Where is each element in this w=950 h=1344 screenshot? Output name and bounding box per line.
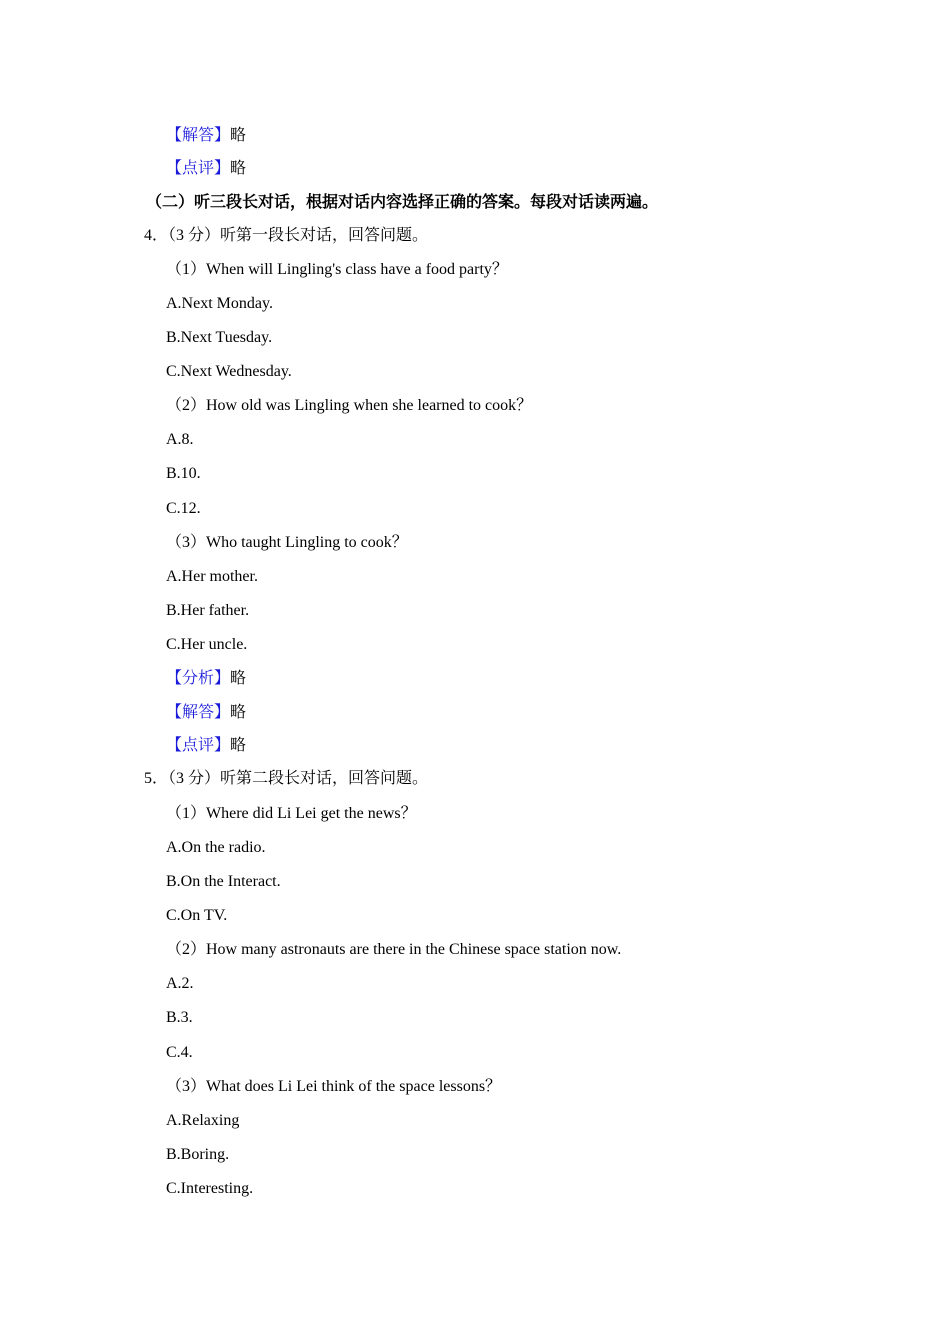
q4-sub-3-option-a: A.Her mother. — [166, 568, 258, 585]
comment-tag: 【点评】 — [166, 160, 231, 177]
q4-sub-1-option-a: A.Next Monday. — [166, 295, 273, 312]
comment-tag: 【点评】 — [166, 737, 231, 754]
q5-sub-2-option-b: B.3. — [166, 1009, 193, 1026]
q5-sub-1-option-b: B.On the Interact. — [166, 873, 281, 890]
q5-sub-3: （3）What does Li Lei think of the space lessons？ — [166, 1078, 502, 1095]
q5-sub-3-option-c: C.Interesting. — [166, 1180, 254, 1197]
comment-note — [166, 159, 246, 179]
question-number: 4． — [144, 227, 169, 244]
q5-sub-2-option-c: C.4. — [166, 1044, 193, 1061]
q5-sub-3-option-a: A.Relaxing — [166, 1112, 240, 1129]
q5-sub-1-option-a: A.On the radio. — [166, 839, 266, 856]
q5-sub-3-option-b: B.Boring. — [166, 1146, 230, 1163]
q5-sub-2: （2）How many astronauts are there in the Chinese space station now. — [166, 941, 622, 958]
q4-sub-3-option-c: C.Her uncle. — [166, 636, 248, 653]
q4-sub-3: （3）Who taught Lingling to cook？ — [166, 534, 408, 551]
question-text: （3 分）听第二段长对话，回答问题。 — [168, 770, 429, 787]
q4-sub-2-option-b: B.10. — [166, 465, 201, 482]
answer-text: 略 — [230, 127, 247, 144]
section-heading: （二）听三段长对话，根据对话内容选择正确的答案。每段对话读两遍。 — [146, 194, 659, 211]
analysis-text: 略 — [230, 670, 247, 687]
question-number: 5． — [144, 770, 169, 787]
q4-sub-1-option-b: B.Next Tuesday. — [166, 329, 273, 346]
q4-sub-3-option-b: B.Her father. — [166, 602, 250, 619]
answer-tag: 【解答】 — [166, 704, 231, 721]
comment-text: 略 — [230, 737, 247, 754]
question-5-stem — [144, 769, 428, 789]
q4-answer-note — [166, 703, 246, 723]
q4-sub-2-option-a: A.8. — [166, 431, 194, 448]
q5-sub-1: （1）Where did Li Lei get the news？ — [166, 805, 417, 822]
q4-comment-note — [166, 736, 246, 756]
comment-text: 略 — [230, 160, 247, 177]
question-4-stem — [144, 226, 428, 246]
q5-sub-2-option-a: A.2. — [166, 975, 194, 992]
answer-text: 略 — [230, 704, 247, 721]
q4-sub-1: （1）When will Lingling's class have a food party？ — [166, 261, 508, 278]
q4-sub-2: （2）How old was Lingling when she learned to cook？ — [166, 397, 533, 414]
q4-sub-1-option-c: C.Next Wednesday. — [166, 363, 292, 380]
analysis-tag: 【分析】 — [166, 670, 231, 687]
question-text: （3 分）听第一段长对话，回答问题。 — [168, 227, 429, 244]
answer-note — [166, 126, 246, 146]
q4-sub-2-option-c: C.12. — [166, 500, 201, 517]
answer-tag: 【解答】 — [166, 127, 231, 144]
q4-analysis-note — [166, 669, 246, 689]
q5-sub-1-option-c: C.On TV. — [166, 907, 228, 924]
